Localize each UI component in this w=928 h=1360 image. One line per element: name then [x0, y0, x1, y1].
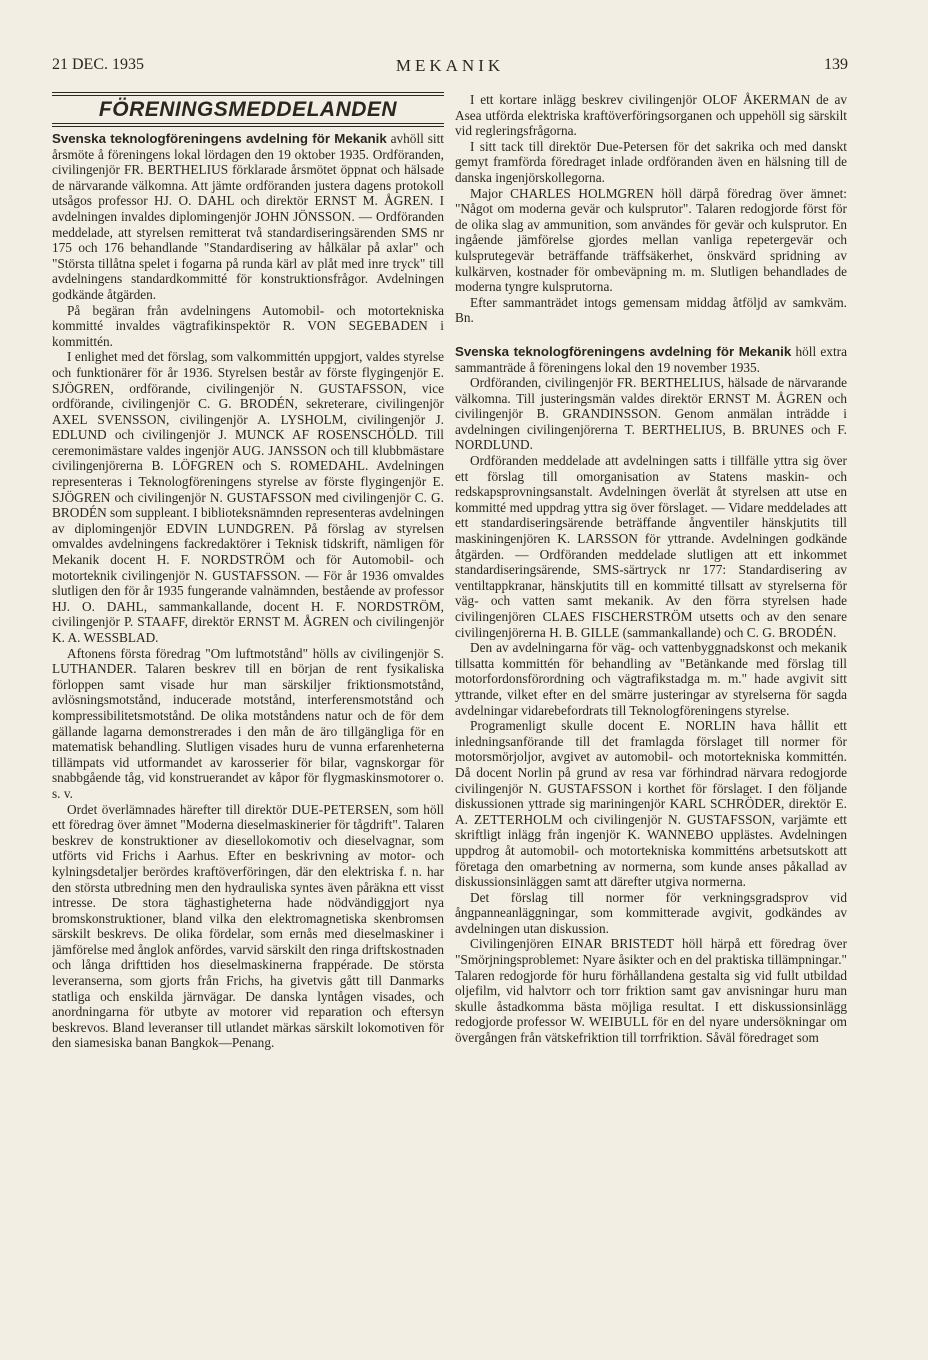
page-number: 139 — [824, 56, 848, 73]
left-column — [52, 92, 444, 1332]
title-rule-bottom — [52, 123, 444, 124]
paragraph: Civilingenjören EINAR BRISTEDT höll härpå ett föredrag över "Smörjningsproblemet: Nyare åsikter och en del praktiska tillämpningar." Talaren redogjorde för huru förhållandena gestalta sig vid fullt utbildad oljefilm, vid halvtorr och torr friktion samt gav anvisningar huru man skulle åstadkomma bästa möjliga resultat. I ett diskussionsinlägg redogjorde professor W. WEIBULL för en del nyare undersökningar om övergången från vätskefriktion till torrfriktion. Såväl föredraget som — [455, 936, 847, 1046]
paragraph: Det förslag till normer för verkningsgradsprov vid ångpanneanläggningar, som kommitterade avgivit, godkändes av avdelningen utan diskussion. — [455, 889, 847, 936]
paragraph: Efter sammanträdet intogs gemensam middag åtföljd av samkväm. Bn. — [455, 294, 847, 326]
article-title: FÖRENINGSMEDDELANDEN — [98, 98, 398, 121]
running-header — [52, 56, 848, 80]
paragraph: I ett kortare inlägg beskrev civilingenjör OLOF ÅKERMAN de av Asea utförda elektriska kraftöverföringsorganen och uppehöll sig särskilt vid regleringsfrågorna. — [455, 92, 847, 139]
magazine-name: MEKANIK — [395, 56, 505, 75]
section-heading: Svenska teknologföreningens avdelning för Mekanik — [455, 343, 792, 359]
issue-date: 21 DEC. 1935 — [52, 56, 144, 73]
paragraph: I sitt tack till direktör Due-Petersen för det sakrika och med danskt gemyt framförda föredraget inlade ordföranden även en hälsning till de danska ingenjörskollegorna. — [455, 138, 847, 185]
section-lead-paragraph — [455, 344, 847, 375]
section-lead-text: Svenska teknologföreningens avdelning för Mekanik — [52, 131, 387, 146]
section-spacer — [455, 326, 847, 344]
paragraph: Major CHARLES HOLMGREN höll därpå föredrag över ämnet: "Något om moderna gevär och kulsprutor". Talaren redogjorde först för de olika slag av ammunition, som användes för gevär och kulsprutor. En ingående jämförelse gjordes mellan vanliga repetergevär och kulsprutegevär beträffande träffsäkerhet, önskvärd spridning av kulkärven, kostnader för ombeväpning m. m. Slutligen behandlades de moderna tyngre kulsprutorna. — [455, 185, 847, 295]
section-intro: höll extra sammanträde å föreningens lokal den 19 november 1935. — [455, 343, 847, 375]
paragraph: På begäran från avdelningens Automobil- och motortekniska kommitté invaldes vägtrafikinspektör R. VON SEGEBADEN i kommittén. — [52, 302, 444, 349]
paragraph: Aftonens första föredrag "Om luftmotstånd" hölls av civilingenjör S. LUTHANDER. Talaren beskrev till en början de rent fysikaliska förloppen samt visade hur man särskiljer friktionsmotstånd, avlösningsmotstånd, inducerade motstånd, interferensmotstånd och kompressibilitetsmotstånd. De olika motståndens natur och de för dem gällande lagarna demonstrerades i den mån de äro tillgängliga för en matematisk behandling. Slutligen visades huru de vunna erfarenheterna tillämpats vid utformandet av karosserier för bilar, vagnskorgar för snabbgående tåg, vid konstruerandet av kåpor för flygmaskinsmotorer o. s. v. — [52, 645, 444, 801]
paragraph: Ordföranden meddelade att avdelningen satts i tillfälle yttra sig över ett förslag till omorganisation av Statens maskin- och redskapsprovningsanstalt. Avdelningen överlät åt styrelsen att utse en kommitté med uppdrag yttra sig över förslaget. — Vidare meddelades att ett standardiseringsärende beträffande ångventiler hänskjutits till maskiningenjören K. LARSSON för yttrande. Avdelningen godkände åtgärden. — Ordföranden meddelade slutligen att ett inkommet standardiseringsärende, SMS-särtryck nr 177: Standardisering av ventiltappkranar, hänskjutits till en kommitté tillsatt av styrelserna för väg- och vatten samt mekanik. Av den förra styrelsen hade civilingenjören CLAES FISCHERSTRÖM utsetts och av den senare civilingenjörerna H. B. GILLE (sammankallande) och C. G. BRODÉN. — [455, 453, 847, 640]
paragraph: Ordet överlämnades härefter till direktör DUE-PETERSEN, som höll ett föredrag över ämnet "Moderna dieselmaskinerier för tågdrift". Talaren beskrev de konstruktioner av diesellokomotiv och dieselvagnar, som utförts vid Frichs i Aarhus. Efter en beskrivning av motor- och kylningsdetaljer berördes kraftöverföringen, där den elektriska f. n. har den största utbredning men den hydrauliska syntes även påräkna ett visst intresse. De stora täghastigheterna hade nödvändiggjort nya bromskonstruktioner, bland vilka den elektromagnetiska skenbromsen särskilt beskrevs. De olika fördelar, som ernås med dieselmaskiner i jämförelse med ånglok anfördes, varvid särskilt den ringa driftskostnaden och långa drifttiden hos dieselmaskinerna frappérade. De största leveranserna, som gjorts från Frichs, ha givetvis gått till Danmarks statliga och enskilda järnvägar. De danska lyntågen visades, och anordningarna för utbyte av motorer vid reparation och eftersyn beskrevos. Bland leveranser till utlandet märkas särskilt lokomotiven för den siamesiska banan Bangkok—Penang. — [52, 801, 444, 1051]
article-title-block — [52, 92, 444, 127]
right-column — [455, 92, 847, 1332]
paragraph: Ordföranden, civilingenjör FR. BERTHELIUS, hälsade de närvarande välkomna. Till justeringsmän valdes direktör ERNST M. ÅGREN och civilingenjör B. GRANDINSSON. Genom anmälan inträdde i avdelningen civilingenjörerna T. BERTHELIUS, B. BRUNES och F. NORDLUND. — [455, 375, 847, 453]
paragraph: I enlighet med det förslag, som valkommittén uppgjort, valdes styrelse och funktionärer för år 1936. Styrelsen består av förste flygingenjör E. SJÖGREN, ordförande, civilingenjör N. GUSTAFSSON, vice ordförande, civilingenjör C. G. BRODÉN, sekreterare, civilingenjör AXEL SVENSSON, civilingenjör A. LYSHOLM, civilingenjör J. EDLUND och civilingenjör J. MUNCK AF ROSENSCHÖLD. Till ceremonimästare valdes ingenjör AUG. JANSSON och till klubbmästare civilingenjörerna B. LÖFGREN och S. ROMEDAHL. Avdelningen representeras i Teknologföreningens styrelse av förste flygingenjör E. SJÖGREN och civilingenjör N. GUSTAFSSON med civilingenjör C. G. BRODÉN som suppleant. I biblioteksnämnden representeras avdelningen av diplomingenjör EDVIN LUNDGREN. På förslag av styrelsen omvaldes avdelningens fackredaktörer i Teknisk tidskrift, nämligen för Mekanik docent H. F. NORDSTRÖM och för Automobil- och motorteknik civilingenjör N. GUSTAFSSON. — För år 1936 omvaldes slutligen den för år 1935 fungerande valnämnden, bestående av professor HJ. O. DAHL, sammankallande, docent H. F. NORDSTRÖM, civilingenjör P. STAAFF, direktör ERNST M. ÅGREN och civilingenjör K. A. WESSBLAD. — [52, 349, 444, 645]
title-rule-top — [52, 92, 444, 93]
title-rule-bottom-inner — [52, 126, 444, 127]
paragraph: Svenska teknologföreningens avdelning för Mekanik avhöll sitt årsmöte å föreningens lokal lördagen den 19 oktober 1935. Ordföranden, civilingenjör FR. BERTHELIUS förklarade årsmötet öppnat och hälsade de närvarande välkomna. Att jämte ordföranden justera dagens protokoll utsågos professor HJ. O. DAHL och direktör ERNST M. ÅGREN. I avdelningen invaldes diplomingenjör JOHN JÖNSSON. — Ordföranden meddelade, att styrelsen remitterat två standardiseringsärenden SMS nr 175 och 176 behandlande "Standardisering av hålkälar på axlar" och "Största tillåtna spelet i fogarna på runda kärl av plåt med inre tryck" till avdelningens standardkommitté för konstruktionsfrågor. Avdelningen godkände åtgärden. — [52, 131, 444, 302]
paragraph: Den av avdelningarna för väg- och vattenbyggnadskonst och mekanik tillsatta kommittén för behandling av "Betänkande med förslag till motorfordonsförordning och vägtrafikstadga m. m." hade avgivit sitt yttrande, vilket efter en del smärre justeringar av styrelserna för sagda avdelningar vidarebefordrats till Teknologföreningens styrelse. — [455, 640, 847, 718]
paragraph: Programenligt skulle docent E. NORLIN hava hållit ett inledningsanförande till det framlagda förslaget till normer för motorsmörjoljor, avgivet av automobil- och motortekniska kommittén. Då docent Norlin på grund av resa var förhindrad närvara redogjorde civilingenjör N. GUSTAFSSON i korthet för förslaget. I den följande diskussionen yttrade sig mariningenjör KARL SCHRÖDER, direktör E. A. ZETTERHOLM och civilingenjör N. GUSTAFSSON, varjämte ett skriftligt inlägg från ingenjör K. WANNEBO upplästes. Avdelningen uppdrog åt automobil- och motortekniska kommitténs arbetsutskott att företaga den omarbetning av normerna, som kunde anses påkallad av diskussionsinläggen samt att därefter utgiva normerna. — [455, 718, 847, 890]
